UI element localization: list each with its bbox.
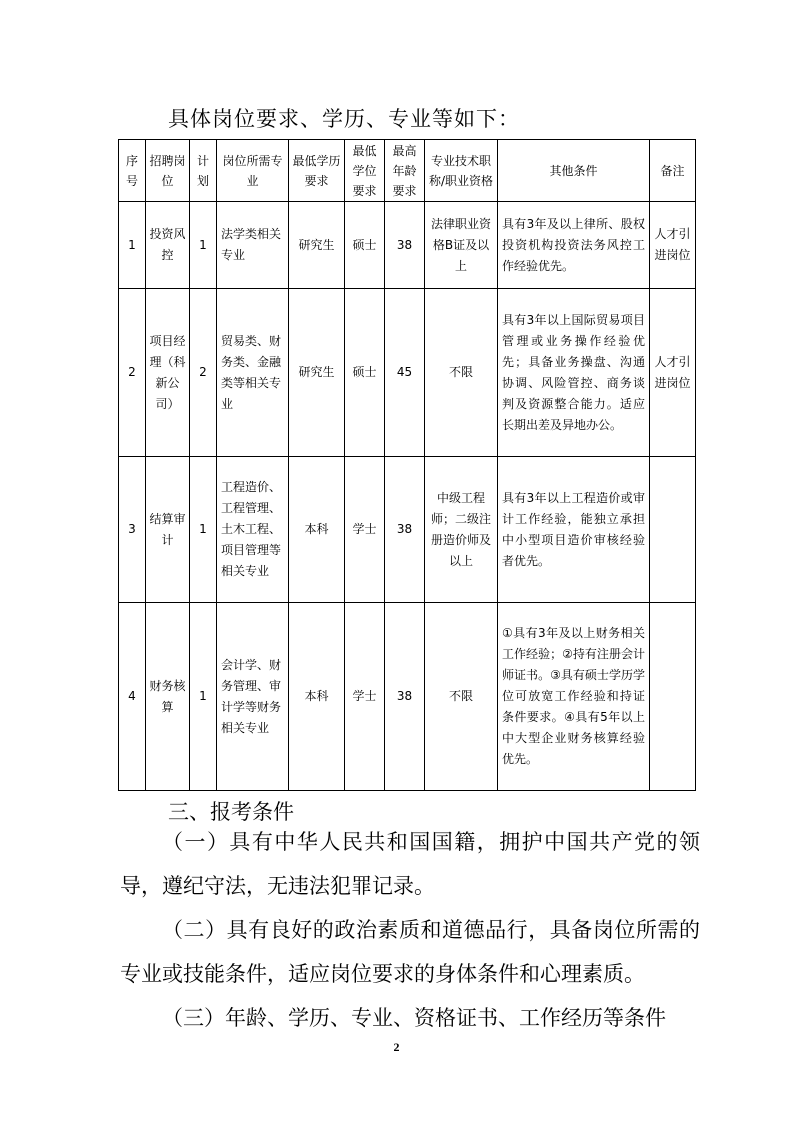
post-name: 投资风控 <box>146 202 190 289</box>
header-cell: 最低学历要求 <box>289 140 345 202</box>
min-degree: 学士 <box>345 457 385 603</box>
job-requirements-table <box>118 139 696 791</box>
header-cell: 最高年龄要求 <box>385 140 425 202</box>
max-age: 38 <box>385 603 425 791</box>
max-age: 38 <box>385 202 425 289</box>
min-degree: 硕士 <box>345 202 385 289</box>
other-conditions: 具有3年以上工程造价或审计工作经验，能独立承担中小型项目造价审核经验者优先。 <box>498 457 650 603</box>
section-title-requirements: 三、报考条件 <box>168 800 294 824</box>
header-cell: 专业技术职称/职业资格 <box>425 140 498 202</box>
plan-count: 1 <box>190 603 217 791</box>
page-number: 2 <box>393 1040 400 1054</box>
min-education: 本科 <box>289 603 345 791</box>
table-row <box>119 202 696 289</box>
qualification: 法律职业资格B证及以上 <box>425 202 498 289</box>
required-major: 贸易类、财务类、金融类等相关专业 <box>217 289 289 457</box>
post-name: 项目经理（科新公司） <box>146 289 190 457</box>
qualification: 不限 <box>425 603 498 791</box>
post-name: 结算审计 <box>146 457 190 603</box>
header-cell: 备注 <box>650 140 696 202</box>
header-cell: 最低学位要求 <box>345 140 385 202</box>
max-age: 45 <box>385 289 425 457</box>
max-age: 38 <box>385 457 425 603</box>
table-row <box>119 603 696 791</box>
min-education: 本科 <box>289 457 345 603</box>
min-degree: 硕士 <box>345 289 385 457</box>
post-name: 财务核算 <box>146 603 190 791</box>
row-number: 1 <box>119 202 146 289</box>
paragraph-age-education: （三）年龄、学历、专业、资格证书、工作经历等条件 <box>162 1006 666 1030</box>
other-conditions: ①具有3年及以上财务相关工作经验；②持有注册会计师证书。③具有硕士学历学位可放宽工作经验和持证条件要求。④具有5年以上中大型企业财务核算经验优先。 <box>498 603 650 791</box>
header-cell: 其他条件 <box>498 140 650 202</box>
table-row <box>119 289 696 457</box>
row-number: 3 <box>119 457 146 603</box>
remark: 人才引进岗位 <box>650 289 696 457</box>
header-cell: 招聘岗位 <box>146 140 190 202</box>
header-cell: 序号 <box>119 140 146 202</box>
remark: 人才引进岗位 <box>650 202 696 289</box>
min-education: 研究生 <box>289 202 345 289</box>
header-cell: 岗位所需专业 <box>217 140 289 202</box>
plan-count: 2 <box>190 289 217 457</box>
qualification: 不限 <box>425 289 498 457</box>
paragraph-quality: （二）具有良好的政治素质和道德品行，具备岗位所需的专业或技能条件，适应岗位要求的身体条件和心理素质。 <box>120 918 700 986</box>
required-major: 工程造价、工程管理、土木工程、项目管理等相关专业 <box>217 457 289 603</box>
plan-count: 1 <box>190 457 217 603</box>
table-intro: 具体岗位要求、学历、专业等如下： <box>168 107 520 131</box>
required-major: 会计学、财务管理、审计学等财务相关专业 <box>217 603 289 791</box>
remark <box>650 603 696 791</box>
other-conditions: 具有3年及以上律所、股权投资机构投资法务风控工作经验优先。 <box>498 202 650 289</box>
remark <box>650 457 696 603</box>
row-number: 4 <box>119 603 146 791</box>
plan-count: 1 <box>190 202 217 289</box>
required-major: 法学类相关专业 <box>217 202 289 289</box>
min-education: 研究生 <box>289 289 345 457</box>
other-conditions: 具有3年以上国际贸易项目管理或业务操作经验优先；具备业务操盘、沟通协调、风险管控、商务谈判及资源整合能力。适应长期出差及异地办公。 <box>498 289 650 457</box>
qualification: 中级工程师；二级注册造价师及以上 <box>425 457 498 603</box>
paragraph-nationality: （一）具有中华人民共和国国籍，拥护中国共产党的领导，遵纪守法，无违法犯罪记录。 <box>120 830 700 898</box>
header-cell: 计划 <box>190 140 217 202</box>
row-number: 2 <box>119 289 146 457</box>
table-row <box>119 457 696 603</box>
min-degree: 学士 <box>345 603 385 791</box>
table-header-row <box>119 140 696 202</box>
